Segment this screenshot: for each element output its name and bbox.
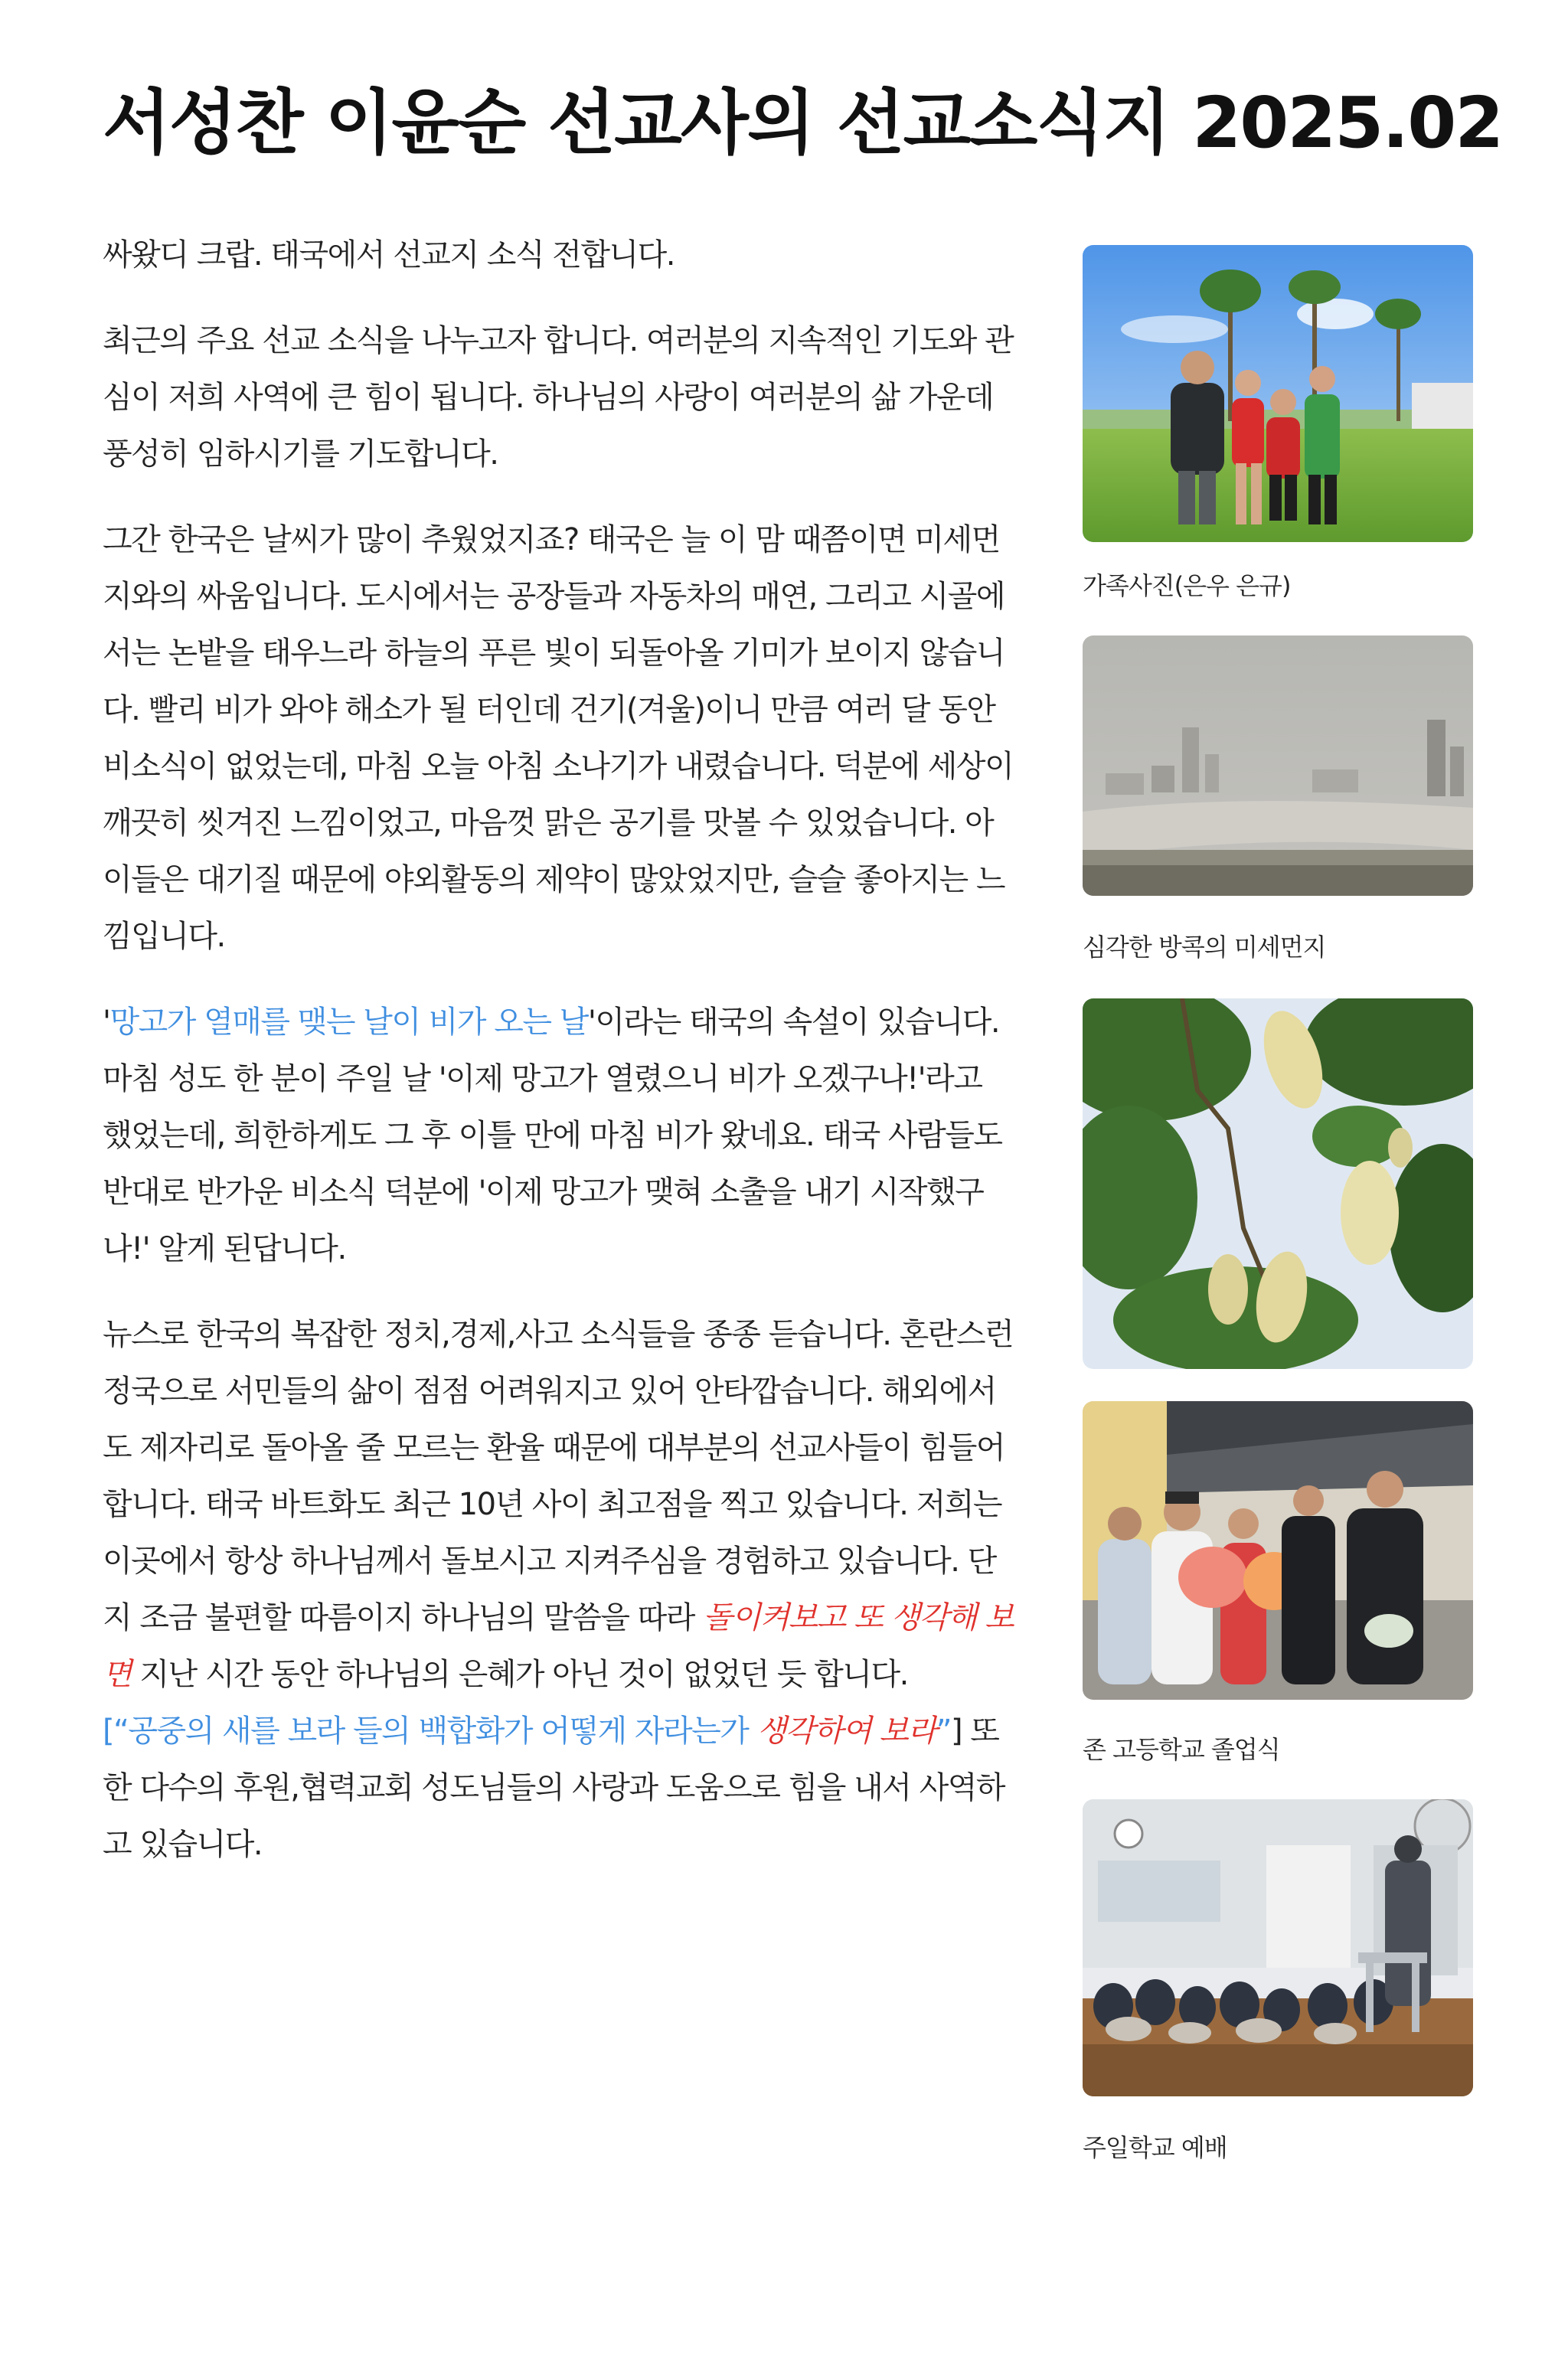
mango-paragraph-rest: '이라는 태국의 속설이 있습니다. 마침 성도 한 분이 주일 날 '이제 망고가 열렸으니 비가 오겠구나!'라고 했었는데, 희한하게도 그 후 이틀 만에 마침 비가 왔네요. 태국 사람들도 반대로 반가운 비소식 덕분에 '이제 망고가 맺혀 소출을 내기 시작했구나!' 알게 된답니다. [103,1005,1002,1266]
photo-caption: 가족사진(은우 은규) [1083,571,1291,600]
scripture-quote: [“공중의 새를 보라 들의 백합화가 어떻게 자라는가 [103,1714,757,1749]
scripture-close-quote: ” [936,1714,951,1749]
scripture-emphasis: 생각하여 보라 [756,1714,936,1749]
air-quality-paragraph: 그간 한국은 날씨가 많이 추웠었지죠? 태국은 늘 이 맘 때쯤이면 미세먼지와의 싸움입니다. 도시에서는 공장들과 자동차의 매연, 그리고 시골에서는 논밭을 태우느라 하늘의 푸른 빛이 되돌아올 기미가 보이지 않습니다. 빨리 비가 와야 해소가 될 터인데 건기(겨울)이니 만큼 여러 달 동안 비소식이 없었는데, 마침 오늘 아침 소나기가 내렸습니다. 덕분에 세상이 깨끗히 씻겨진 느낌이었고, 마음껏 맑은 공기를 맛볼 수 있었습니다. 아이들은 대기질 때문에 야외활동의 제약이 많았었지만, 슬슬 좋아지는 느낌입니다. [103,522,1014,954]
photo-caption: 존 고등학교 졸업식 [1083,1735,1280,1764]
scripture-bracket: ] [950,1714,962,1749]
photo-caption: 주일학교 예배 [1083,2133,1227,2162]
graduation-photo [1083,1401,1473,1700]
open-quote: ' [103,1005,110,1040]
photo-caption: 심각한 방콕의 미세먼지 [1083,933,1326,962]
news-text-1: 뉴스로 한국의 복잡한 정치,경제,사고 소식들을 종종 듣습니다. 혼란스런 정국으로 서민들의 삶이 점점 어려워지고 있어 안타깝습니다. 해외에서도 제자리로 돌아올 줄 모르는 환율 때문에 대부분의 선교사들이 힘들어 합니다. 태국 바트화도 최근 10년 사이 최고점을 찍고 있습니다. 저희는 이곳에서 항상 하나님께서 돌보시고 지켜주심을 경험하고 있습니다. 단지 조금 불편할 따름이지 하나님의 말씀을 따라 [103,1317,1014,1635]
mango-proverb-highlight: 망고가 열매를 맺는 날이 비가 오는 날 [109,1005,588,1040]
mango-paragraph [103,994,1014,1277]
news-text-2: 지난 시간 동안 하나님의 은혜가 아닌 것이 없었던 듯 합니다. [131,1657,908,1692]
news-text-3: 또한 다수의 후원,협력교회 성도님들의 사랑과 도움으로 힘을 내서 사역하고 있습니다. [103,1714,1004,1862]
bangkok-haze-photo [1083,635,1473,896]
reflect-emphasis: 돌이켜보고 또 생각해 보면 [103,1600,1014,1692]
photo-column [1083,245,1473,2165]
mango-tree-photo [1083,998,1473,1369]
page-title: 서성찬 이윤순 선교사의 선교소식지 2025.02 [103,82,1503,164]
article-body [103,227,1014,1902]
greeting-paragraph: 싸왔디 크랍. 태국에서 선교지 소식 전합니다. [103,237,675,273]
news-paragraph [103,1306,1014,1873]
sunday-school-photo [1083,1799,1473,2096]
family-photo [1083,245,1473,542]
intro-paragraph: 최근의 주요 선교 소식을 나누고자 합니다. 여러분의 지속적인 기도와 관심이 저희 사역에 큰 힘이 됩니다. 하나님의 사랑이 여러분의 삶 가운데 풍성히 임하시기를 기도합니다. [103,323,1014,472]
